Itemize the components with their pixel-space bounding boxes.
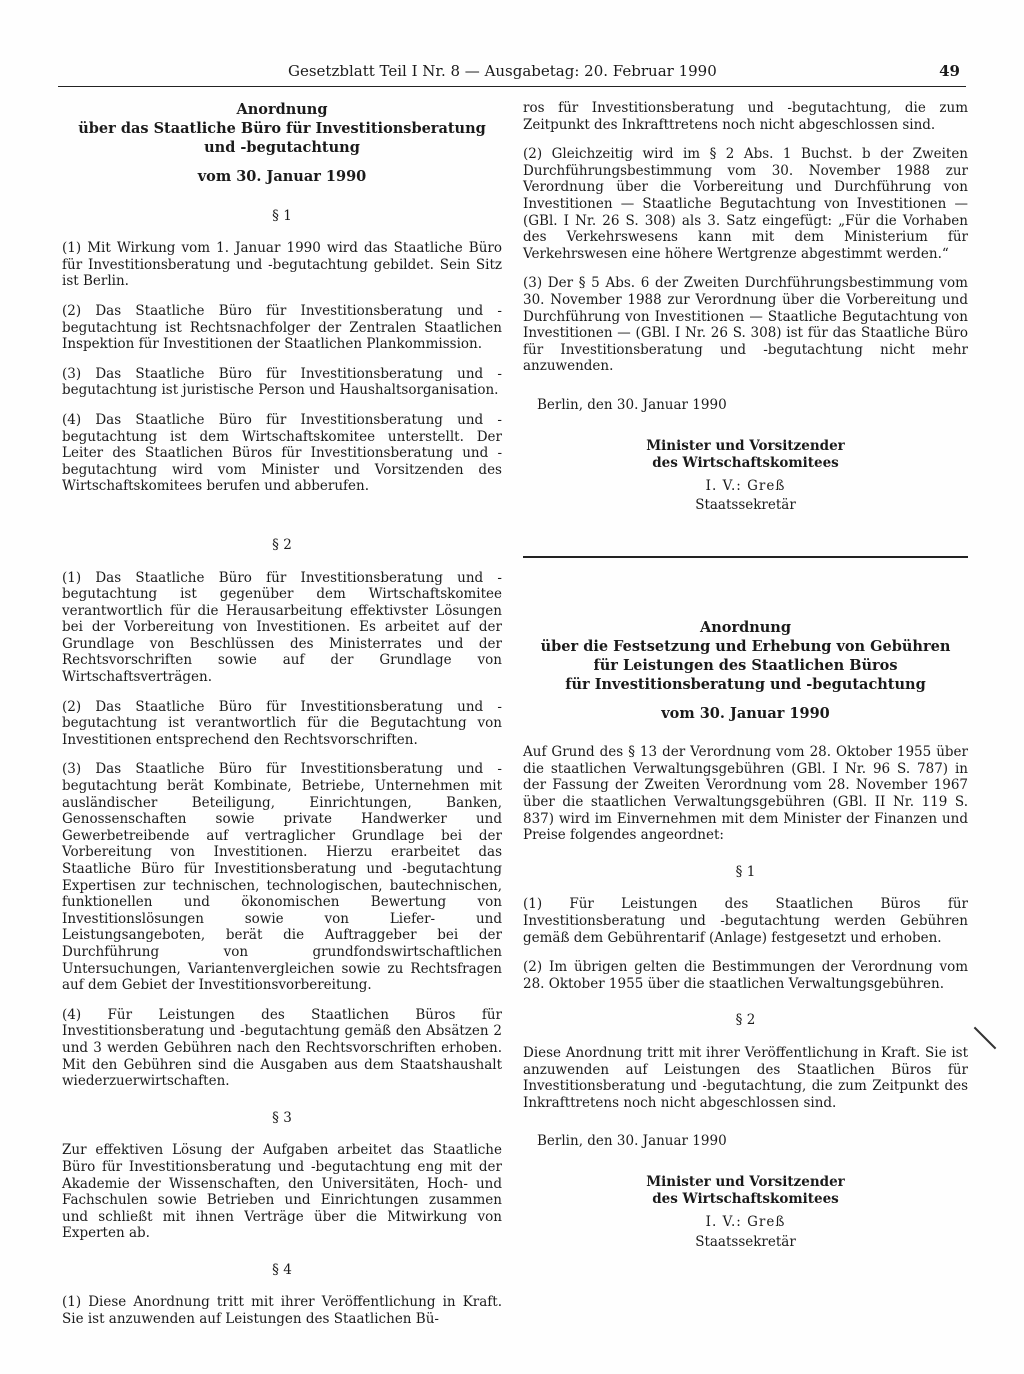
page-header (58, 62, 966, 87)
paragraph: (3) Das Staatliche Büro für Investitionsberatung und -begutachtung berät Kombinate, Betriebe, Unternehmen mit ausländischer Beteiligung, Einrichtungen, Banken, Genossenschaften sowie private Handwerker und Gewerbetreibende auf vertraglicher Grundlage bei der Vorbereitung von Investitionen. Hierzu erarbeitet das Staatliche Büro für Investitionsberatung und -begutachtung Expertisen zur technischen, technologischen, bautechnischen, funktionellen und ökonomischen Bewertung von Investitionslösungen sowie von Liefer- und Leistungsangeboten, berät die Auftraggeber bei der Durchführung von grundfondswirtschaftlichen Untersuchungen, Variantenvergleichen sowie zu Rechtsfragen auf dem Gebiet der Investitionsvorbereitung. (62, 761, 502, 994)
section-heading: § 1 (272, 207, 292, 224)
paragraph: (1) Das Staatliche Büro für Investitionsberatung und -begutachtung ist gegenüber dem Wirtschaftskomitee verantwortlich für die Herausarbeitung effektivster Lösungen bei der Vorbereitung von Investitionen. Es arbeitet auf der Grundlage von Beschlüssen des Ministerrates und der Rechtsvorschriften sowie auf der Grundlage von Wirtschaftsverträgen. (62, 569, 502, 686)
order2-title-line: Anordnung (699, 618, 791, 636)
section-heading: § 2 (735, 1012, 756, 1029)
paragraph: (4) Für Leistungen des Staatlichen Büros für Investitionsberatung und -begutachtung gemäß den Absätzen 2 und 3 werden Gebühren nach den Rechtsvorschriften erhoben. Mit den Gebühren sind die Ausgaben aus dem Staatshaushalt wiederzuerwirtschaften. (62, 1006, 502, 1090)
right-column (523, 100, 968, 1250)
signature-office: des Wirtschaftskomitees (652, 1190, 839, 1207)
section-heading: § 2 (272, 536, 292, 553)
order2-title-line: für Leistungen des Staatlichen Büros (593, 656, 898, 674)
section-heading: § 3 (272, 1109, 292, 1126)
signature-name: I. V.: Greß (705, 1213, 786, 1230)
order1-date: vom 30. Januar 1990 (197, 168, 367, 185)
place-date: Berlin, den 30. Januar 1990 (537, 1133, 727, 1150)
signature-office: Minister und Vorsitzender (646, 437, 845, 454)
section-heading: § 4 (272, 1261, 292, 1278)
order1-title-line: über das Staatliche Büro für Investitionsberatung (78, 120, 486, 137)
signature-role: Staatssekretär (695, 497, 796, 514)
paragraph: (3) Das Staatliche Büro für Investitionsberatung und -begutachtung ist juristische Person und Haushaltsorganisation. (62, 365, 502, 399)
order1-title-line: und -begutachtung (204, 139, 360, 156)
signature-office: Minister und Vorsitzender (646, 1173, 845, 1190)
paragraph: Diese Anordnung tritt mit ihrer Veröffentlichung in Kraft. Sie ist anzuwenden auf Leistungen des Staatlichen Büros für Investitionsberatung und -begutachtung, die zum Zeitpunkt des Inkrafttretens noch nicht abgeschlossen sind. (523, 1045, 968, 1111)
left-column (62, 100, 502, 1328)
paragraph: (1) Für Leistungen des Staatlichen Büros für Investitionsberatung und -begutachtung werden Gebühren gemäß dem Gebührentarif (Anlage) festgesetzt und erhoben. (523, 896, 968, 946)
signature-role: Staatssekretär (695, 1233, 796, 1250)
paragraph-continuation: ros für Investitionsberatung und -begutachtung, die zum Zeitpunkt des Inkrafttretens noch nicht abgeschlossen sind. (523, 100, 968, 133)
order2-title-line: für Investitionsberatung und -begutachtung (565, 675, 926, 693)
paragraph-continued: (1) Diese Anordnung tritt mit ihrer Veröffentlichung in Kraft. Sie ist anzuwenden auf Leistungen des Staatlichen Bü- (62, 1294, 502, 1328)
paragraph: Zur effektiven Lösung der Aufgaben arbeitet das Staatliche Büro für Investitionsberatung und -begutachtung eng mit der Akademie der Wissenschaften, den Universitäten, Hoch- und Fachschulen sowie Betrieben und Einrichtungen zusammen und schließt mit ihnen Verträge über die Mitwirkung von Experten ab. (62, 1142, 502, 1242)
paragraph: (3) Der § 5 Abs. 6 der Zweiten Durchführungsbestimmung vom 30. November 1988 zur Verordnung über die Vorbereitung und Durchführung von Investitionen — Staatliche Begutachtung von Investitionen — (GBl. I Nr. 26 S. 308) ist für das Staatliche Büro für Investitionsberatung und -begutachtung nicht mehr anzuwenden. (523, 275, 968, 375)
order1-title-line: Anordnung (236, 101, 328, 118)
divider (523, 556, 968, 558)
page-number: 49 (939, 62, 960, 80)
preamble: Auf Grund des § 13 der Verordnung vom 28. Oktober 1955 über die staatlichen Verwaltungsgebühren (GBl. I Nr. 96 S. 787) in der Fassung der Zweiten Verordnung vom 28. November 1967 über die staatlichen Verwaltungsgebühren (GBl. II Nr. 119 S. 837) wird im Einvernehmen mit dem Minister der Finanzen und Preise folgendes angeordnet: (523, 744, 968, 844)
paragraph: (2) Das Staatliche Büro für Investitionsberatung und -begutachtung ist verantwortlich für die Begutachtung von Investitionen entsprechend den Rechtsvorschriften. (62, 698, 502, 748)
section-heading: § 1 (735, 863, 756, 880)
paragraph: (2) Gleichzeitig wird im § 2 Abs. 1 Buchst. b der Zweiten Durchführungsbestimmung vom 30. November 1988 zur Verordnung über die Vorbereitung und Durchführung von Investitionen — Staatliche Begutachtung von Investitionen — (GBl. I Nr. 26 S. 308) als 3. Satz eingefügt: „Für die Vorhaben des Verkehrswesens kann mit dem Ministerium für Verkehrswesen eine höhere Wertgrenze abgestimmt werden.“ (523, 146, 968, 262)
place-date: Berlin, den 30. Januar 1990 (537, 396, 727, 413)
paragraph: (2) Das Staatliche Büro für Investitionsberatung und -begutachtung ist Rechtsnachfolger der Zentralen Staatlichen Inspektion für Investitionen der Staatlichen Plankommission. (62, 302, 502, 353)
order2-title-line: über die Festsetzung und Erhebung von Gebühren (540, 637, 951, 655)
margin-mark (974, 1027, 997, 1050)
paragraph: (4) Das Staatliche Büro für Investitionsberatung und -begutachtung ist dem Wirtschaftskomitee unterstellt. Der Leiter des Staatlichen Büros für Investitionsberatung und -begutachtung wird vom Minister und Vorsitzenden des Wirtschaftskomitees berufen und abberufen. (62, 411, 502, 495)
paragraph: (1) Mit Wirkung vom 1. Januar 1990 wird das Staatliche Büro für Investitionsberatung und -begutachtung gebildet. Sein Sitz ist Berlin. (62, 240, 502, 290)
paragraph: (2) Im übrigen gelten die Bestimmungen der Verordnung vom 28. Oktober 1955 über die staatlichen Verwaltungsgebühren. (523, 959, 968, 992)
running-title: Gesetzblatt Teil I Nr. 8 — Ausgabetag: 20. Februar 1990 (288, 62, 717, 80)
signature-office: des Wirtschaftskomitees (652, 454, 839, 471)
signature-name: I. V.: Greß (705, 477, 786, 494)
order2-date: vom 30. Januar 1990 (661, 704, 830, 722)
